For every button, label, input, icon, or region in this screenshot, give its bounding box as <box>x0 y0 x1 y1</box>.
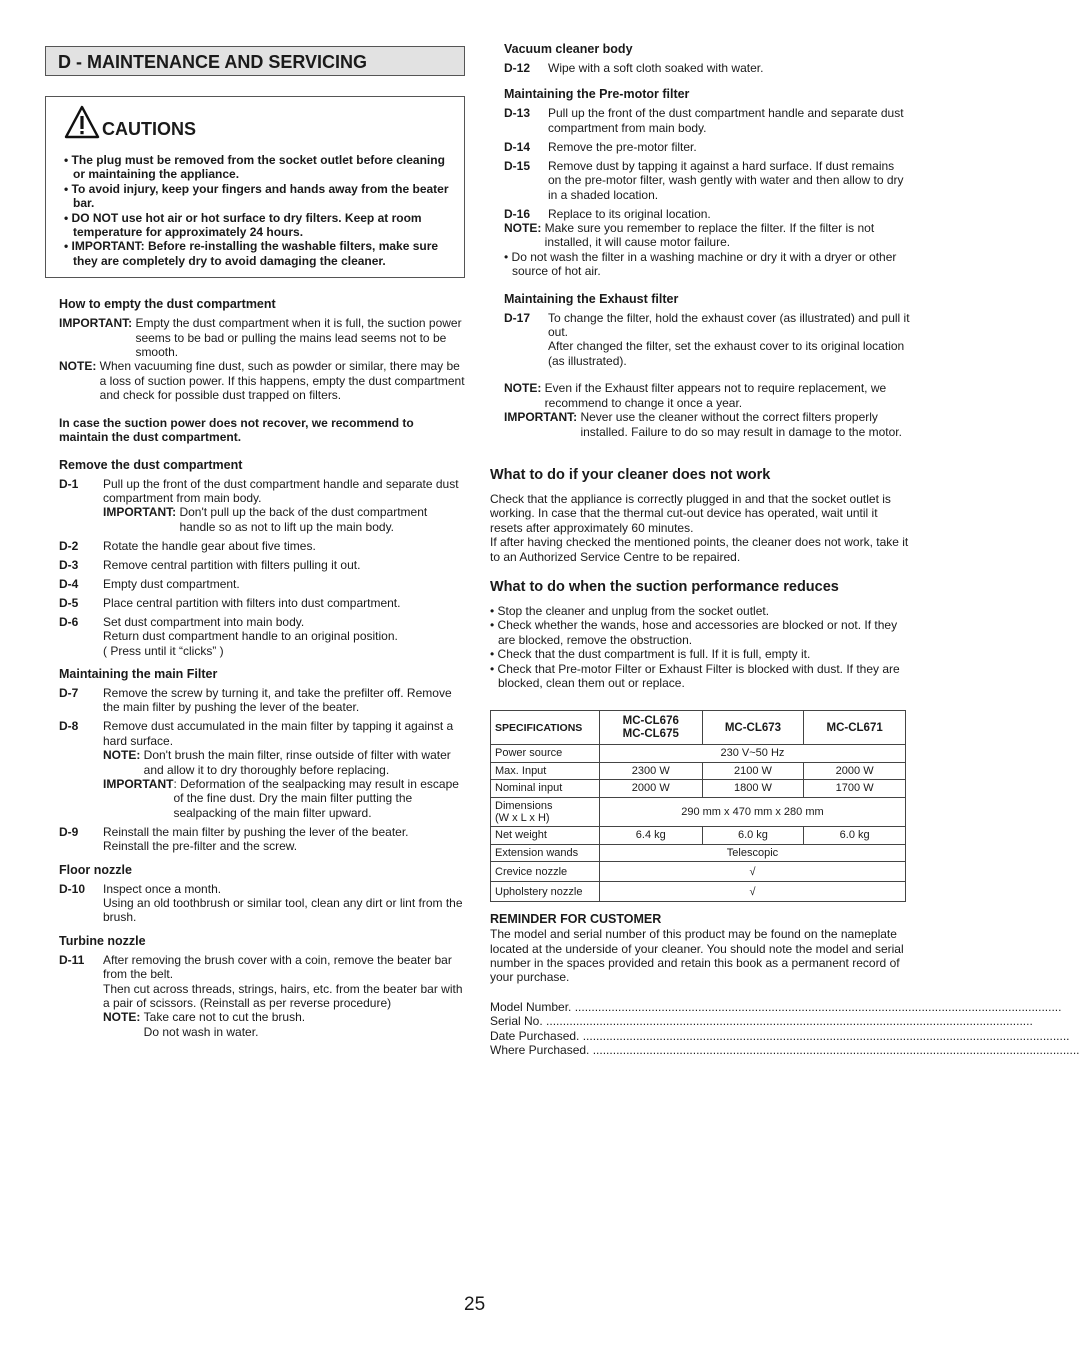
exhaust-note <box>504 381 910 410</box>
step-code: D-16 <box>504 206 531 221</box>
step-text: Reinstall the main filter by pushing the lever of the beater. Reinstall the pre-filter and the screw. <box>103 824 409 854</box>
turbine-nozzle-title: Turbine nozzle <box>59 933 146 948</box>
step-text: Rotate the handle gear about five times. <box>103 538 316 553</box>
step-code: D-3 <box>59 557 79 572</box>
step-text: Remove the pre-motor filter. <box>548 139 697 154</box>
step-d10 <box>59 882 465 925</box>
step-d13 <box>504 106 910 135</box>
step-text: Pull up the front of the dust compartment handle and separate dust compartment from main body. <box>548 106 904 135</box>
premotor-section <box>490 87 910 278</box>
step-d17 <box>504 311 910 369</box>
table-cell: 290 mm x 470 mm x 280 mm <box>599 797 905 827</box>
table-row <box>491 882 906 902</box>
specifications-table <box>490 710 906 902</box>
reminder-fields <box>490 999 1080 1058</box>
step-text: Remove central partition with filters pulling it out. <box>103 557 361 572</box>
field-label: Date Purchased. <box>490 1028 580 1043</box>
table-row <box>491 762 906 779</box>
step-text: Place central partition with filters into dust compartment. <box>103 595 401 610</box>
table-header-row <box>491 711 906 745</box>
cautions-header <box>64 103 450 139</box>
table-header-cell: MC-CL673 <box>702 711 804 745</box>
step-code: D-9 <box>59 824 79 839</box>
table-cell: Max. Input <box>491 762 600 779</box>
step-code: D-1 <box>59 476 79 491</box>
note-label: NOTE: <box>103 748 144 763</box>
table-cell: 6.4 kg <box>599 827 702 844</box>
table-header-cell: MC-CL671 <box>804 711 906 745</box>
remove-dust-section <box>45 458 465 658</box>
table-cell: Dimensions (W x L x H) <box>491 797 600 827</box>
step-text: Inspect once a month. Using an old toothbrush or similar tool, clean any dirt or lint from the brush. <box>103 881 463 925</box>
main-filter-title: Maintaining the main Filter <box>59 666 218 681</box>
step-code: D-7 <box>59 685 79 700</box>
table-cell: Nominal input <box>491 780 600 797</box>
table-cell: 2000 W <box>599 780 702 797</box>
note-label: NOTE: <box>59 359 100 374</box>
table-row <box>491 797 906 827</box>
table-row <box>491 862 906 882</box>
caution-item: • To avoid injury, keep your fingers and hands away from the beater bar. <box>64 181 449 211</box>
step-d7 <box>59 686 465 715</box>
step-code: D-6 <box>59 614 79 629</box>
suction-recover-note: In case the suction power does not recover, we recommend to maintain the dust compartment. <box>59 415 414 445</box>
step-text: Wipe with a soft cloth soaked with water. <box>548 61 764 75</box>
important-text: : Deformation of the sealpacking may result in escape of the fine dust. Dry the main filter putting the sealpacking of the main filter upward. <box>173 776 459 820</box>
step-text: Remove dust by tapping it against a hard surface. If dust remains on the pre-motor filter, wash gently with water and then allow to dry in a shaded location. <box>548 158 904 202</box>
field-label: Model Number. <box>490 999 572 1014</box>
table-cell: 1700 W <box>804 780 906 797</box>
table-cell: 6.0 kg <box>702 827 804 844</box>
note-text: When vacuuming fine dust, such as powder or similar, there may be a loss of suction power. If this happens, empty the dust compartment and check for possible dust trapped on filters. <box>99 359 465 403</box>
turbine-nozzle-section <box>45 934 465 1039</box>
step-text: After removing the brush cover with a coin, remove the beater bar from the belt. Then cut across threads, strings, hairs, etc. from the beater bar with a pair of scissors. (Reinstall as per reverse procedure) <box>103 952 463 1011</box>
table-cell: Upholstery nozzle <box>491 882 600 902</box>
step-code: D-14 <box>504 139 531 154</box>
table-cell: 2000 W <box>804 762 906 779</box>
important-label: IMPORTANT: <box>103 505 180 520</box>
step-d6 <box>59 615 465 658</box>
table-row <box>491 780 906 797</box>
reminder-text: The model and serial number of this product may be found on the nameplate located at the underside of your cleaner. You should note the model and serial number in the spaces provided and retain this book as a permanent record of your purchase. <box>490 927 904 985</box>
important-label: IMPORTANT: <box>59 316 136 331</box>
note-text: Take care not to cut the brush. Do not wash in water. <box>143 1010 306 1039</box>
suction-item: • Check whether the wands, hose and accessories are blocked or not. If they are blocked, remove the obstruction. <box>490 618 898 647</box>
table-cell: 1800 W <box>702 780 804 797</box>
vacuum-body-title: Vacuum cleaner body <box>504 42 633 56</box>
table-cell: Net weight <box>491 827 600 844</box>
step-d14 <box>504 140 910 154</box>
step-code: D-4 <box>59 576 79 591</box>
premotor-bullet: • Do not wash the filter in a washing machine or dry it with a dryer or other source of hot air. <box>504 249 897 279</box>
model-number-field: Model Number. .................................................................................................................................................. <box>490 999 1062 1014</box>
left-column <box>45 46 465 1044</box>
table-row <box>491 844 906 861</box>
note-text: Don't brush the main filter, rinse outside of filter with water and allow it to dry thoroughly before replacing. <box>143 748 451 777</box>
step-text: To change the filter, hold the exhaust cover (as illustrated) and pull it out. After changed the filter, set the exhaust cover to its original location (as illustrated). <box>548 310 910 368</box>
date-purchased-field: Date Purchased. .................................................................................................................................................. <box>490 1028 1070 1043</box>
step-text: Set dust compartment into main body. Return dust compartment handle to an original position. ( Press until it “clicks” ) <box>103 614 398 658</box>
important-label: IMPORTANT: <box>504 410 581 425</box>
suction-item: • Check that Pre-motor Filter or Exhaust Filter is blocked with dust. If they are blocked, clean them out or replace. <box>490 661 900 690</box>
step-code: D-10 <box>59 881 86 896</box>
suction-item: • Check that the dust compartment is full. If it is full, empty it. <box>490 647 811 662</box>
exhaust-important <box>504 410 910 439</box>
step-d8 <box>59 719 465 820</box>
step-d12 <box>504 61 910 75</box>
step-code: D-15 <box>504 158 531 173</box>
field-label: Serial No. <box>490 1014 543 1029</box>
suction-section <box>490 579 910 690</box>
step-d16 <box>504 207 910 221</box>
table-row <box>491 827 906 844</box>
step-d15 <box>504 159 910 202</box>
step-d4 <box>59 577 465 591</box>
step-text: Pull up the front of the dust compartment handle and separate dust compartment from main body. <box>103 476 459 505</box>
table-cell: Telescopic <box>599 844 905 861</box>
table-header-cell: SPECIFICATIONS <box>491 711 600 745</box>
remove-dust-title: Remove the dust compartment <box>59 457 243 472</box>
caution-item: • DO NOT use hot air or hot surface to dry filters. Keep at room temperature for approximately 24 hours. <box>64 210 422 240</box>
step-text: Empty dust compartment. <box>103 576 240 591</box>
table-cell: 230 V~50 Hz <box>599 745 905 762</box>
step-d5 <box>59 596 465 610</box>
right-column <box>490 42 1080 1058</box>
premotor-note <box>504 221 910 250</box>
suction-item: • Stop the cleaner and unplug from the socket outlet. <box>490 603 770 618</box>
reminder-title: REMINDER FOR CUSTOMER <box>490 912 662 927</box>
step-text: Replace to its original location. <box>548 206 711 221</box>
empty-dust-important <box>59 316 465 359</box>
important-label: IMPORTANT <box>103 776 174 791</box>
step-code: D-11 <box>59 952 85 967</box>
floor-nozzle-title: Floor nozzle <box>59 862 132 877</box>
warning-triangle-icon <box>64 105 100 139</box>
reminder-section <box>490 912 1080 1058</box>
table-cell: 2300 W <box>599 762 702 779</box>
table-cell: Crevice nozzle <box>491 862 600 882</box>
important-text: Empty the dust compartment when it is full, the suction power seems to be bad or pulling the mains lead seems not to be smooth. <box>135 316 462 360</box>
step-d1 <box>59 477 465 535</box>
exhaust-title: Maintaining the Exhaust filter <box>504 291 679 306</box>
serial-number-field: Serial No. .................................................................................................................................................. <box>490 1014 1033 1029</box>
cautions-title: CAUTIONS <box>102 119 196 139</box>
step-d9 <box>59 825 465 854</box>
empty-dust-section <box>45 297 465 444</box>
not-work-text: Check that the appliance is correctly plugged in and that the socket outlet is working. In case that the thermal cut-out device has operated, wait until it resets after approximately 60 minutes. If after having checked the mentioned points, the cleaner does not work, take it to an Authorized Service Centre to be repaired. <box>490 491 909 564</box>
step-code: D-2 <box>59 538 79 553</box>
note-label: NOTE: <box>504 221 545 236</box>
step-text: Remove the screw by turning it, and take the prefilter off. Remove the main filter by pushing the lever of the beater. <box>103 685 452 715</box>
cautions-list <box>64 153 450 268</box>
note-label: NOTE: <box>103 1010 144 1025</box>
field-label: Where Purchased. <box>490 1043 590 1058</box>
vacuum-body-section <box>490 42 910 75</box>
not-work-title: What to do if your cleaner does not work <box>490 466 771 483</box>
step-code: D-17 <box>504 310 531 325</box>
step-text: Remove dust accumulated in the main filter by tapping it against a hard surface. <box>103 719 454 748</box>
table-cell: Power source <box>491 745 600 762</box>
table-cell: √ <box>599 862 905 882</box>
caution-item: • The plug must be removed from the socket outlet before cleaning or maintaining the appliance. <box>64 153 445 182</box>
not-work-section <box>490 467 910 564</box>
step-code: D-5 <box>59 595 79 610</box>
main-filter-section <box>45 667 465 854</box>
step-code: D-12 <box>504 61 531 75</box>
empty-dust-title: How to empty the dust compartment <box>59 297 276 312</box>
exhaust-section <box>490 292 910 439</box>
table-row <box>491 745 906 762</box>
table-cell: √ <box>599 882 905 902</box>
floor-nozzle-section <box>45 863 465 925</box>
page-number: 25 <box>464 1294 486 1315</box>
important-text: Don't pull up the back of the dust compartment handle so as not to lift up the main body. <box>179 505 428 534</box>
table-cell: 2100 W <box>702 762 804 779</box>
step-code: D-8 <box>59 719 79 734</box>
premotor-title: Maintaining the Pre-motor filter <box>504 87 690 102</box>
step-code: D-13 <box>504 106 531 121</box>
table-header-cell: MC-CL676 MC-CL675 <box>599 711 702 745</box>
caution-item: • IMPORTANT: Before re-installing the washable filters, make sure they are completely dry to avoid damaging the cleaner. <box>64 239 439 268</box>
note-label: NOTE: <box>504 381 545 396</box>
note-text: Even if the Exhaust filter appears not to require replacement, we recommend to change it once a year. <box>544 381 887 410</box>
suction-title: What to do when the suction performance reduces <box>490 578 839 595</box>
step-d3 <box>59 558 465 572</box>
step-d11 <box>59 953 465 1039</box>
where-purchased-field: Where Purchased. .................................................................................................................................................. <box>490 1043 1080 1058</box>
step-d2 <box>59 539 465 553</box>
section-title: D - MAINTENANCE AND SERVICING <box>45 46 465 76</box>
important-text: Never use the cleaner without the correct filters properly installed. Failure to do so may result in damage to the motor. <box>580 410 902 439</box>
note-text: Make sure you remember to replace the filter. If the filter is not installed, it will cause motor failure. <box>544 221 875 250</box>
cautions-box <box>45 96 465 278</box>
table-cell: Extension wands <box>491 844 600 861</box>
empty-dust-note <box>59 359 465 402</box>
table-cell: 6.0 kg <box>804 827 906 844</box>
